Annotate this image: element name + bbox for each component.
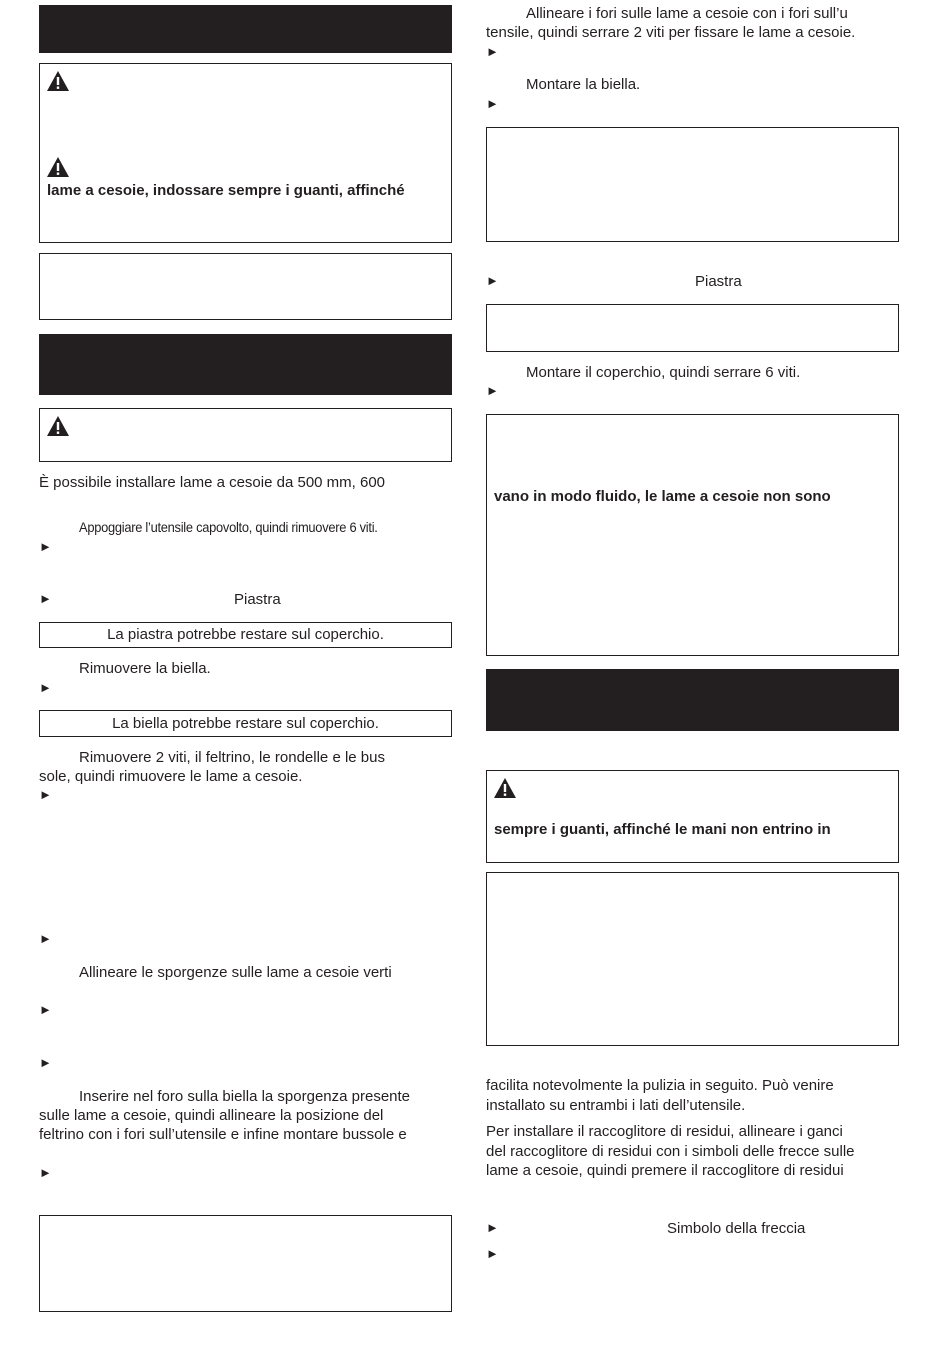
pointer-icon: ► [39,539,52,554]
note-box [486,127,899,242]
warning-icon [46,156,70,178]
step-text: Montare la biella. [526,76,641,93]
warning-box [486,770,899,863]
step-text: Allineare i fori sulle lame a cesoie con i fori sull’u [526,5,848,22]
pointer-icon: ► [486,1220,499,1235]
pointer-icon: ► [39,787,52,802]
note-text: vano in modo fluido, le lame a cesoie non sono [494,488,831,505]
note-box [486,304,899,352]
step-text: sole, quindi rimuovere le lame a cesoie. [39,768,303,785]
section-header-bar [39,5,452,53]
warning-text: sempre i guanti, affinché le mani non entrino in [494,821,831,838]
step-text: feltrino con i fori sull’utensile e infine montare bussole e [39,1126,407,1143]
warning-icon [46,415,70,437]
step-text: Rimuovere la biella. [79,660,211,677]
figure-label: Simbolo della freccia [667,1220,806,1237]
pointer-icon: ► [39,591,52,606]
step-text: Appoggiare l’utensile capovolto, quindi rimuovere 6 viti. [79,519,378,535]
body-text: lame a cesoie, quindi premere il raccoglitore di residui [486,1162,844,1179]
pointer-icon: ► [486,44,499,59]
section-header-bar [486,669,899,731]
pointer-icon: ► [39,1055,52,1070]
install-intro: È possibile installare lame a cesoie da 500 mm, 600 [39,474,386,491]
body-text: Per installare il raccoglitore di residui, allineare i ganci [486,1123,843,1140]
pointer-icon: ► [486,383,499,398]
pointer-icon: ► [39,680,52,695]
section-header-bar [39,334,452,395]
body-text: facilita notevolmente la pulizia in seguito. Può venire [486,1077,834,1094]
step-text: Inserire nel foro sulla biella la sporgenza presente [79,1088,411,1105]
step-text: Rimuovere 2 viti, il feltrino, le rondelle e le bus [79,749,385,766]
note-box [486,872,899,1046]
pointer-icon: ► [486,96,499,111]
figure-label: Piastra [234,591,281,608]
body-text: installato su entrambi i lati dell’utensile. [486,1097,746,1114]
note-box [39,710,452,737]
note-text: La biella potrebbe restare sul coperchio. [112,715,379,732]
warning-box [39,63,452,243]
warning-icon [493,777,517,799]
pointer-icon: ► [39,931,52,946]
step-text: tensile, quindi serrare 2 viti per fissare le lame a cesoie. [486,24,856,41]
figure-label: Piastra [695,273,742,290]
pointer-icon: ► [39,1165,52,1180]
pointer-icon: ► [39,1002,52,1017]
step-text: Allineare le sporgenze sulle lame a cesoie verti [79,964,392,981]
note-box [486,414,899,656]
warning-text: lame a cesoie, indossare sempre i guanti, affinché [47,182,405,199]
step-text: sulle lame a cesoie, quindi allineare la posizione del [39,1107,384,1124]
note-box [39,622,452,648]
note-text: La piastra potrebbe restare sul coperchio. [107,626,384,643]
warning-box [39,408,452,462]
note-box [39,1215,452,1312]
note-box [39,253,452,320]
pointer-icon: ► [486,1246,499,1261]
step-text: Montare il coperchio, quindi serrare 6 viti. [526,364,801,381]
body-text: del raccoglitore di residui con i simboli delle frecce sulle [486,1143,855,1160]
warning-icon [46,70,70,92]
pointer-icon: ► [486,273,499,288]
